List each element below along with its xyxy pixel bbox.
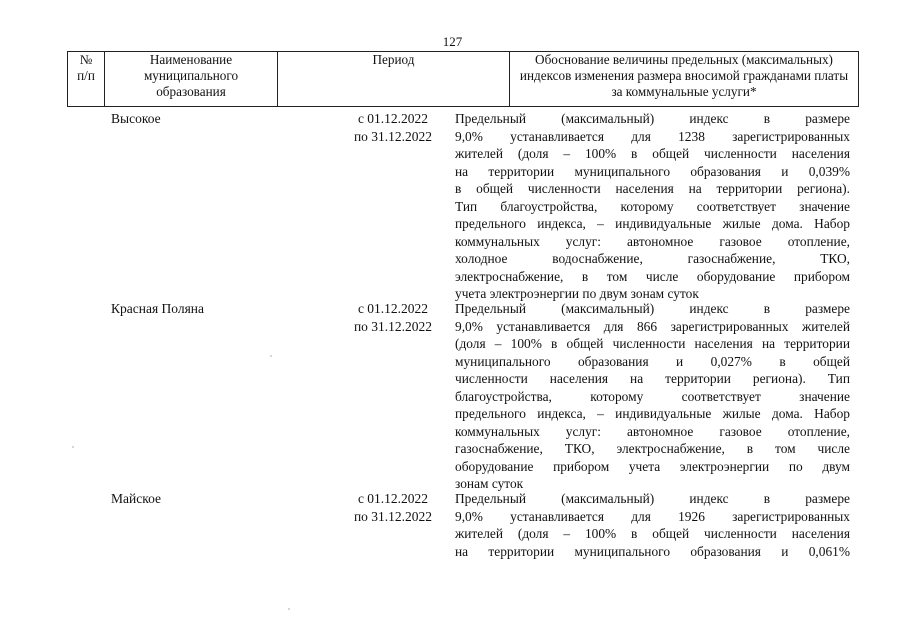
basis-line: оборудование прибором учета электроэнергии по двум <box>455 458 850 474</box>
period-end: по 31.12.2022 <box>353 318 433 334</box>
municipality-name: Красная Поляна <box>111 301 205 316</box>
basis-line: электроснабжение, в том числе оборудование прибором <box>455 268 850 284</box>
header-line: № <box>79 52 93 67</box>
basis-line: предельного индекса, – индивидуальные жилые дома. Набор <box>455 216 850 231</box>
scan-speck <box>72 446 74 448</box>
basis-line: Предельный (максимальный) индекс в размере <box>455 491 850 506</box>
period-end: по 31.12.2022 <box>353 508 433 524</box>
basis-line: зонам суток <box>455 476 524 491</box>
basis-line: 9,0% устанавливается для 866 зарегистрированных жителей <box>455 318 850 334</box>
basis-line: коммунальных услуг: автономное газовое отопление, <box>455 233 850 249</box>
header-line: Наименование <box>149 52 233 67</box>
basis-line: Предельный (максимальный) индекс в размере <box>455 111 850 126</box>
basis-line: 9,0% устанавливается для 1238 зарегистрированных <box>455 128 850 144</box>
basis-line: учета электроэнергии по двум зонам суток <box>455 286 699 301</box>
header-line: Обоснование величины предельных (максимальных) <box>535 52 833 67</box>
basis-line: в общей численности населения на территории региона). <box>455 181 850 196</box>
municipality-name: Майское <box>111 491 161 506</box>
basis-text <box>455 300 850 493</box>
period-start: с 01.12.2022 <box>357 491 429 506</box>
basis-line: коммунальных услуг: автономное газовое отопление, <box>455 423 850 439</box>
period-start: с 01.12.2022 <box>357 111 429 126</box>
header-line: Период <box>372 52 415 67</box>
scan-speck <box>270 355 272 357</box>
basis-line: (доля – 100% в общей численности населения на территории <box>455 336 850 351</box>
header-basis-column <box>510 52 859 107</box>
basis-line: холодное водоснабжение, газоснабжение, ТКО, <box>455 251 850 266</box>
header-number-column <box>68 52 105 107</box>
basis-line: Тип благоустройства, которому соответствует значение <box>455 198 850 214</box>
basis-line: благоустройства, которому соответствует значение <box>455 388 850 404</box>
scan-speck <box>288 608 290 610</box>
municipality-name: Высокое <box>111 111 161 126</box>
basis-line: на территории муниципального образования и 0,061% <box>455 543 850 559</box>
basis-line: жителей (доля – 100% в общей численности населения <box>455 526 850 541</box>
basis-line: газоснабжение, ТКО, электроснабжение, в том числе <box>455 441 850 456</box>
period-end: по 31.12.2022 <box>353 128 433 144</box>
header-line: индексов изменения размера вносимой гражданами платы <box>519 68 849 84</box>
period-start: с 01.12.2022 <box>357 301 429 316</box>
basis-line: предельного индекса, – индивидуальные жилые дома. Набор <box>455 406 850 421</box>
header-line: муниципального <box>143 68 239 84</box>
basis-line: численности населения на территории региона). Тип <box>455 371 850 386</box>
basis-line: на территории муниципального образования и 0,039% <box>455 163 850 179</box>
basis-line: Предельный (максимальный) индекс в размере <box>455 301 850 316</box>
header-name-column <box>105 52 278 107</box>
page-number: 127 <box>442 34 463 49</box>
basis-line: 9,0% устанавливается для 1926 зарегистрированных <box>455 508 850 524</box>
header-line: образования <box>156 84 226 100</box>
basis-line: муниципального образования и 0,027% в общей <box>455 353 850 369</box>
header-period-column <box>278 52 510 107</box>
header-line: за коммунальные услуги* <box>611 84 757 100</box>
header-line: п/п <box>77 68 95 84</box>
basis-text <box>455 490 850 560</box>
basis-line: жителей (доля – 100% в общей численности населения <box>455 146 850 161</box>
table-header <box>67 51 859 107</box>
basis-text <box>455 110 850 303</box>
